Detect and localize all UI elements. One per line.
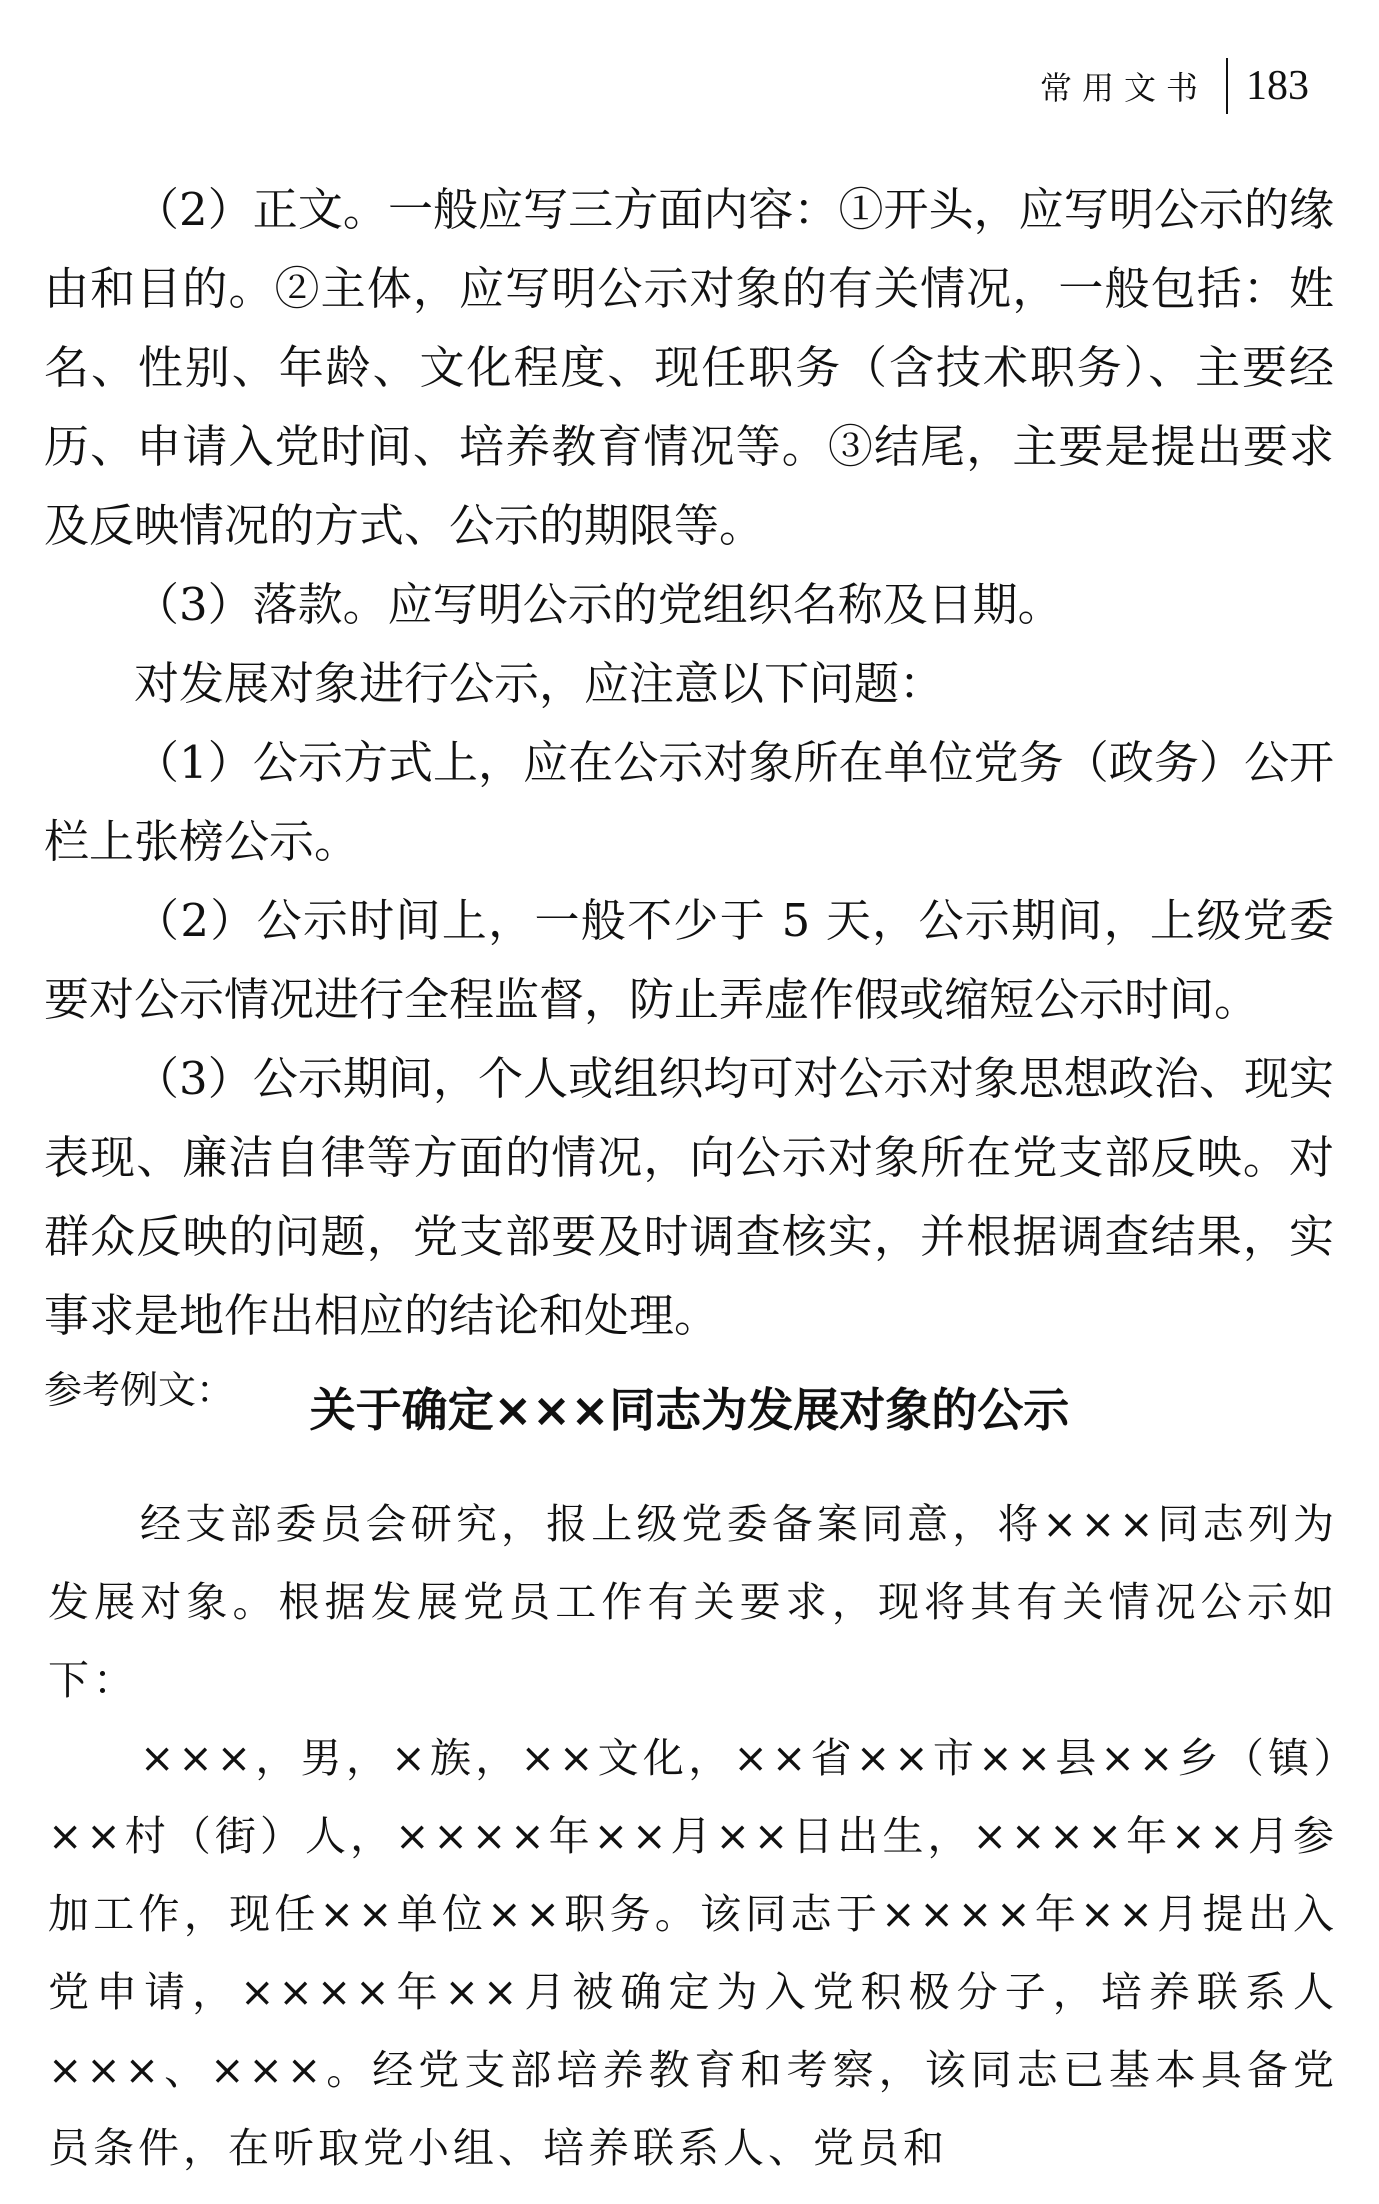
example-paragraph-intro: 经支部委员会研究，报上级党委备案同意，将×××同志列为发展对象。根据发展党员工作有关要求，现将其有关情况公示如下： <box>48 1500 1338 1704</box>
paragraph-notice-intro: 对发展对象进行公示，应注意以下问题： <box>134 657 945 710</box>
header-section-title: 常用文书 <box>1039 69 1208 107</box>
main-text <box>44 170 1334 1425</box>
paragraph-method: （1）公示方式上，应在公示对象所在单位党务（政务）公开栏上张榜公示。 <box>44 736 1334 868</box>
example-label: 参考例文： <box>44 1368 235 1412</box>
example-title: 关于确定×××同志为发展对象的公示 <box>309 1383 1070 1437</box>
paragraph-body-text: （2）正文。一般应写三方面内容：①开头，应写明公示的缘由和目的。②主体，应写明公示对象的有关情况，一般包括：姓名、性别、年龄、文化程度、现任职务（含技术职务）、主要经历、申请入党时间、培养教育情况等。③结尾，主要是提出要求及反映情况的方式、公示的期限等。 <box>44 183 1334 552</box>
paragraph-signature: （3）落款。应写明公示的党组织名称及日期。 <box>134 578 1063 631</box>
header-divider <box>1226 58 1228 114</box>
paragraph-duration: （2）公示时间上，一般不少于 5 天，公示期间，上级党委要对公示情况进行全程监督，防止弄虚作假或缩短公示时间。 <box>44 894 1334 1026</box>
page-number: 183 <box>1246 63 1309 109</box>
paragraph-feedback: （3）公示期间，个人或组织均可对公示对象思想政治、现实表现、廉洁自律等方面的情况，向公示对象所在党支部反映。对群众反映的问题，党支部要及时调查核实，并根据调查结果，实事求是地作出相应的结论和处理。 <box>44 1052 1334 1342</box>
running-header <box>1040 58 1309 114</box>
example-paragraph-profile: ×××，男，×族，××文化，××省××市××县××乡（镇）××村（街）人，××××年××月××日出生，××××年××月参加工作，现任××单位××职务。该同志于××××年××月提出入党申请，××××年××月被确定为入党积极分子，培养联系人×××、×××。经党支部培养教育和考察，该同志已基本具备党员条件，在听取党小组、培养联系人、党员和 <box>48 1734 1338 2172</box>
example-text <box>48 1485 1338 2187</box>
